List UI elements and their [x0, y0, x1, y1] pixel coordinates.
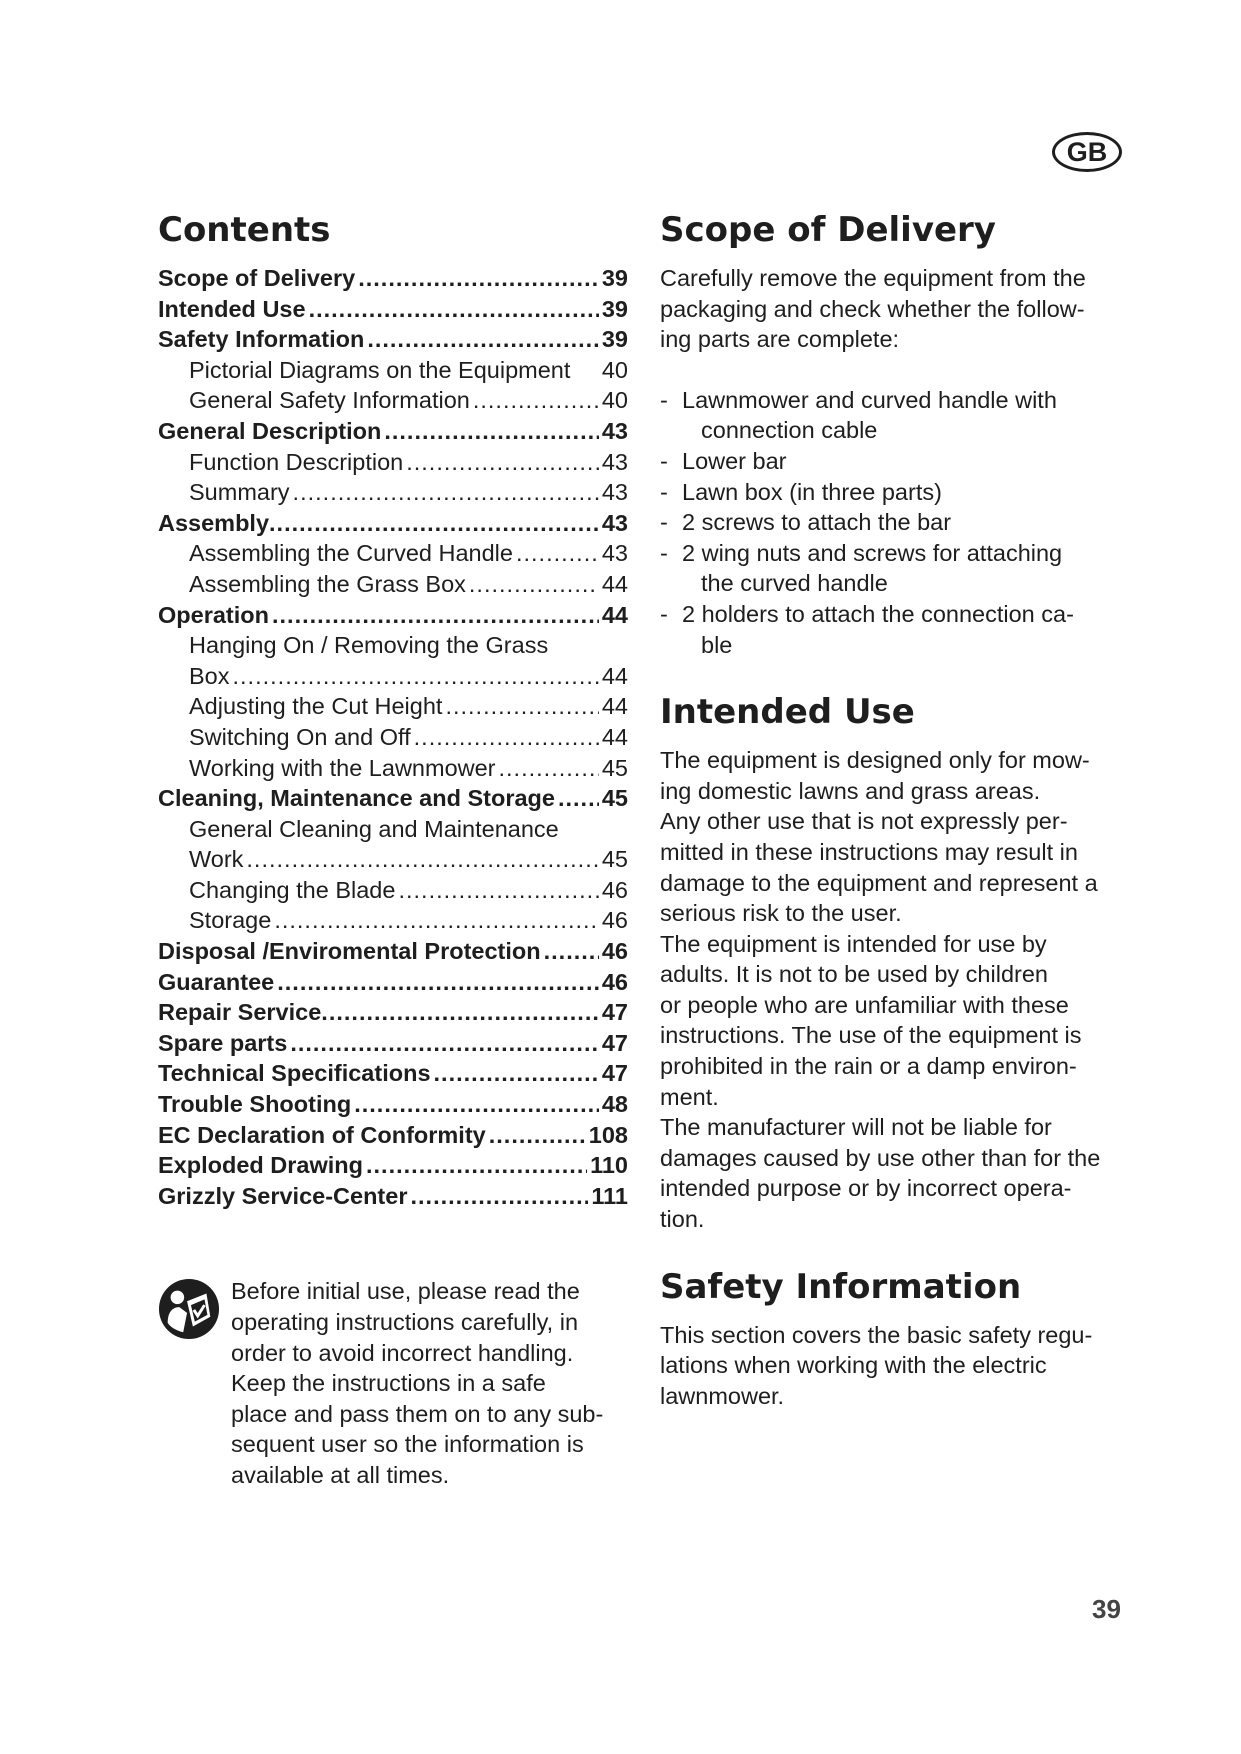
list-item-line: connection cable	[701, 417, 878, 444]
toc-leader	[233, 661, 599, 692]
toc-entry-label: Work	[189, 846, 244, 873]
toc-leader	[246, 844, 598, 875]
toc-entry-label: Function Description	[189, 448, 404, 475]
list-dash: -	[660, 478, 668, 505]
intended-line: damage to the equipment and represent a	[660, 869, 1098, 896]
intended-line: The manufacturer will not be liable for	[660, 1114, 1052, 1141]
toc-entry-page: 108	[588, 1121, 628, 1148]
toc-leader	[473, 385, 599, 416]
scope-intro	[660, 263, 1135, 355]
toc-leader	[516, 538, 599, 569]
list-dash: -	[660, 539, 668, 566]
intended-line: tion.	[660, 1206, 705, 1233]
page-number: 39	[1092, 1594, 1121, 1624]
toc-entry-label: Intended Use	[158, 295, 306, 322]
scope-intro-line: Carefully remove the equipment from the	[660, 265, 1086, 291]
note-line: Keep the instructions in a safe	[231, 1370, 546, 1397]
toc-entry-label: Disposal /Enviromental Protection	[158, 938, 541, 965]
toc-entry-label: Guarantee	[158, 968, 275, 995]
toc-entry-label: Summary	[189, 479, 290, 506]
toc-entry-label: Grizzly Service-Center	[158, 1182, 408, 1209]
intended-use-text	[660, 745, 1135, 1235]
toc-entry	[158, 447, 628, 478]
toc-entry-label: Repair Service	[158, 999, 322, 1026]
toc-leader	[414, 722, 599, 753]
safety-line: lawnmower.	[660, 1382, 785, 1409]
toc-entry-label: Assembling the Curved Handle	[189, 540, 513, 567]
toc-entry	[158, 875, 628, 906]
toc-entry	[158, 1058, 628, 1089]
note-line: available at all times.	[231, 1461, 450, 1488]
list-item-line: 2 wing nuts and screws for attaching	[682, 539, 1063, 566]
safety-heading: Safety Information	[660, 1266, 1022, 1307]
toc-entry	[158, 844, 628, 875]
toc-leader	[274, 905, 599, 936]
list-item	[660, 507, 1135, 538]
toc-entry-page: 47	[601, 999, 628, 1026]
list-item-line: 2 holders to attach the connection ca-	[682, 600, 1074, 627]
list-item-line: ble	[701, 631, 733, 658]
list-item	[660, 538, 1135, 599]
table-of-contents	[158, 263, 628, 1211]
toc-entry-page: 39	[601, 265, 628, 291]
toc-entry	[158, 477, 628, 508]
list-item-line: 2 screws to attach the bar	[682, 509, 952, 536]
toc-leader	[445, 691, 598, 722]
note-line: sequent user so the information is	[231, 1431, 584, 1458]
toc-entry	[158, 324, 628, 355]
toc-leader	[406, 447, 599, 478]
toc-entry-page: 45	[601, 846, 628, 873]
toc-entry-label: Pictorial Diagrams on the Equipment	[189, 356, 571, 383]
toc-leader	[499, 753, 599, 784]
toc-entry	[158, 967, 628, 998]
list-item	[660, 446, 1135, 477]
contents-heading: Contents	[158, 210, 331, 250]
right-column	[660, 200, 1135, 1411]
toc-entry	[158, 630, 628, 661]
toc-leader	[366, 1150, 587, 1181]
country-badge-gb: GB	[1052, 132, 1122, 172]
toc-leader	[367, 324, 599, 355]
toc-entry-label: General Cleaning and Maintenance	[189, 815, 559, 842]
list-item	[660, 599, 1135, 660]
toc-entry	[158, 783, 628, 814]
note-text	[231, 1276, 651, 1490]
toc-entry	[158, 508, 628, 539]
toc-leader	[489, 1120, 586, 1151]
toc-leader	[321, 997, 599, 1028]
toc-leader	[358, 263, 599, 294]
toc-entry	[158, 661, 628, 692]
toc-entry-page: 44	[601, 570, 628, 597]
list-dash: -	[660, 600, 668, 627]
toc-entry	[158, 1028, 628, 1059]
toc-entry-page: 39	[601, 326, 628, 353]
scope-intro-line: ing parts are complete:	[660, 326, 900, 353]
note-line: operating instructions carefully, in	[231, 1309, 579, 1335]
toc-entry	[158, 355, 628, 386]
toc-entry-page: 47	[601, 1060, 628, 1087]
toc-entry-page: 46	[601, 938, 628, 965]
toc-entry	[158, 385, 628, 416]
toc-entry-page: 43	[601, 448, 628, 475]
toc-entry-label: EC Declaration of Conformity	[158, 1121, 486, 1148]
toc-entry-page: 43	[601, 417, 628, 444]
intended-line: prohibited in the rain or a damp environ-	[660, 1053, 1077, 1080]
toc-leader	[309, 294, 599, 325]
toc-entry-label: Spare parts	[158, 1029, 288, 1056]
toc-entry-page: 47	[601, 1029, 628, 1056]
note-line: Before initial use, please read the	[231, 1278, 580, 1305]
toc-entry-page: 40	[601, 387, 628, 414]
toc-entry	[158, 936, 628, 967]
toc-entry-label: Hanging On / Removing the Grass	[189, 632, 549, 659]
toc-entry	[158, 691, 628, 722]
list-item-line: Lawn box (in three parts)	[682, 478, 942, 505]
toc-entry	[158, 569, 628, 600]
toc-entry-page: 48	[601, 1091, 628, 1118]
toc-entry-label: Switching On and Off	[189, 723, 411, 750]
list-item-line: Lawnmower and curved handle with	[682, 386, 1057, 413]
toc-leader	[434, 1058, 599, 1089]
toc-entry-label: General Safety Information	[189, 387, 470, 414]
toc-entry-label: Changing the Blade	[189, 876, 396, 903]
list-dash: -	[660, 509, 668, 536]
intended-line: mitted in these instructions may result in	[660, 838, 1078, 865]
safety-line: This section covers the basic safety regu-	[660, 1321, 1093, 1348]
toc-entry-label: Assembly	[158, 509, 270, 536]
list-item-line: Lower bar	[682, 447, 787, 474]
toc-leader	[558, 783, 599, 814]
intended-line: The equipment is designed only for mow-	[660, 747, 1090, 774]
toc-entry-label: Storage	[189, 907, 272, 934]
toc-entry-page: 44	[601, 662, 628, 689]
toc-entry-label: Cleaning, Maintenance and Storage	[158, 785, 555, 812]
toc-leader	[410, 1181, 588, 1212]
toc-entry-page: 46	[601, 907, 628, 934]
toc-entry-page: 44	[601, 723, 628, 750]
toc-leader	[269, 508, 599, 539]
toc-entry	[158, 814, 628, 845]
scope-intro-line: packaging and check whether the follow-	[660, 295, 1085, 322]
toc-entry-page: 43	[601, 479, 628, 506]
note-line: order to avoid incorrect handling.	[231, 1339, 574, 1366]
toc-entry-label: Scope of Delivery	[158, 265, 356, 291]
toc-entry-page: 46	[601, 968, 628, 995]
toc-entry-page: 44	[601, 693, 628, 720]
intended-line: instructions. The use of the equipment is	[660, 1022, 1082, 1049]
toc-entry-label: General Description	[158, 417, 382, 444]
toc-leader	[290, 1028, 599, 1059]
toc-entry-label: Assembling the Grass Box	[189, 570, 466, 597]
toc-entry	[158, 416, 628, 447]
intended-line: The equipment is intended for use by	[660, 930, 1047, 957]
intended-line: or people who are unfamiliar with these	[660, 991, 1069, 1018]
read-instructions-note	[158, 1266, 628, 1486]
toc-entry-page: 44	[601, 601, 628, 628]
toc-entry-label: Exploded Drawing	[158, 1152, 363, 1179]
toc-entry-label: Technical Specifications	[158, 1060, 431, 1087]
safety-line: lations when working with the electric	[660, 1352, 1047, 1379]
toc-entry	[158, 1089, 628, 1120]
toc-leader	[272, 600, 599, 631]
toc-entry-label: Box	[189, 662, 230, 689]
list-dash: -	[660, 386, 668, 413]
toc-entry-page: 43	[601, 509, 628, 536]
intended-use-heading: Intended Use	[660, 692, 915, 733]
toc-entry	[158, 722, 628, 753]
toc-entry-label: Trouble Shooting	[158, 1091, 352, 1118]
toc-entry-page: 40	[601, 356, 628, 383]
toc-leader	[277, 967, 599, 998]
intended-line: damages caused by use other than for the	[660, 1144, 1101, 1171]
toc-entry-page: 110	[590, 1152, 628, 1179]
list-item-line: the curved handle	[701, 570, 888, 597]
toc-entry-page: 43	[601, 540, 628, 567]
intended-line: ment.	[660, 1083, 719, 1110]
toc-entry-label: Operation	[158, 601, 269, 628]
toc-leader	[293, 477, 599, 508]
toc-leader	[398, 875, 598, 906]
toc-entry	[158, 600, 628, 631]
scope-item-list	[660, 385, 1135, 660]
list-item	[660, 385, 1135, 446]
scope-heading: Scope of Delivery	[660, 210, 996, 250]
toc-entry-page: 111	[591, 1182, 628, 1209]
toc-entry	[158, 1181, 628, 1212]
toc-leader	[544, 936, 599, 967]
list-item	[660, 477, 1135, 508]
toc-entry	[158, 263, 628, 294]
toc-leader	[469, 569, 599, 600]
toc-entry	[158, 294, 628, 325]
toc-entry	[158, 538, 628, 569]
read-manual-icon	[158, 1278, 220, 1340]
toc-entry	[158, 1120, 628, 1151]
toc-entry-page: 45	[601, 785, 628, 812]
left-column	[158, 200, 628, 1486]
intended-line: Any other use that is not expressly per-	[660, 808, 1068, 835]
toc-entry	[158, 753, 628, 784]
toc-entry	[158, 1150, 628, 1181]
intended-line: adults. It is not to be used by children	[660, 961, 1048, 988]
toc-entry-label: Safety Information	[158, 326, 365, 353]
safety-text	[660, 1320, 1135, 1412]
toc-leader	[384, 416, 599, 447]
note-line: place and pass them on to any sub-	[231, 1400, 604, 1427]
toc-entry	[158, 905, 628, 936]
toc-entry-page: 39	[601, 295, 628, 322]
toc-entry-page: 46	[601, 876, 628, 903]
intended-line: ing domestic lawns and grass areas.	[660, 777, 1041, 804]
toc-leader	[354, 1089, 599, 1120]
toc-entry-page: 45	[601, 754, 628, 781]
list-dash: -	[660, 447, 668, 474]
intended-line: serious risk to the user.	[660, 900, 902, 927]
intended-line: intended purpose or by incorrect opera-	[660, 1175, 1072, 1202]
toc-entry-label: Adjusting the Cut Height	[189, 693, 443, 720]
toc-entry	[158, 997, 628, 1028]
toc-entry-label: Working with the Lawnmower	[189, 754, 496, 781]
